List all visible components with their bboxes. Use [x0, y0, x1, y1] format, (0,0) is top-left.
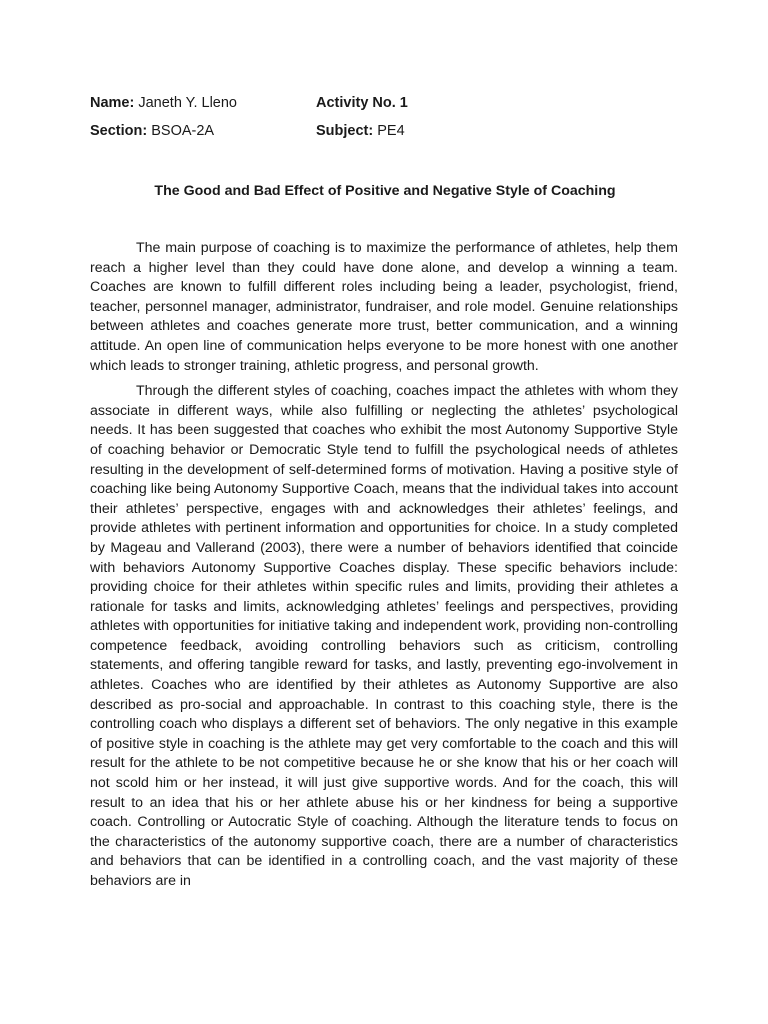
paragraph: Through the different styles of coaching, coaches impact the athletes with whom they associate in different ways, while also fulfilling or neglecting the athletes’ psychological needs. It has been suggested that coaches who exhibit the most Autonomy Supportive Style of coaching behavior or Democratic Style tend to fulfill the psychological needs of athletes resulting in the development of self-determined forms of motivation. Having a positive style of coaching like being Autonomy Supportive Coach, means that the individual takes into account their athletes’ perspective, engages with and acknowledges their athletes’ feelings, and provide athletes with pertinent information and opportunities for choice. In a study completed by Mageau and Vallerand (2003), there were a number of behaviors identified that coincide with behaviors Autonomy Supportive Coaches display. These specific behaviors include: providing choice for their athletes within specific rules and limits, providing their athletes a rationale for tasks and limits, acknowledging athletes’ feelings and perspectives, providing athletes with opportunities for initiative taking and independent work, providing non-controlling competence feedback, avoiding controlling behaviors such as criticism, controlling statements, and offering tangible reward for tasks, and lastly, preventing ego-involvement in athletes. Coaches who are identified by their athletes as Autonomy Supportive are also described as pro-social and approachable. In contrast to this coaching style, there is the controlling coach who displays a different set of behaviors. The only negative in this example of positive style in coaching is the athlete may get very comfortable to the coach and this will result for the athlete to be not competitive because he or she know that his or her coach will not scold him or her instead, it will just give supportive words. And for the coach, this will result to an idea that his or her athlete abuse his or her kindness for being a supportive coach. Controlling or Autocratic Style of coaching. Although the literature tends to focus on the characteristics of the autonomy supportive coach, there are a number of characteristics and behaviors that can be identified in a controlling coach, and the vast majority of these behaviors are in — [90, 383, 678, 889]
subject-label: Subject: — [316, 123, 374, 139]
paragraph: The main purpose of coaching is to maximize the performance of athletes, help them reach a higher level than they could have done alone, and develop a winning a team. Coaches are known to fulfill different roles including being a leader, psychologist, friend, teacher, personnel manager, administrator, fundraiser, and role model. Genuine relationships between athletes and coaches generate more trust, better communication, and a winning attitude. An open line of communication helps everyone to be more honest with one another which leads to stronger training, athletic progress, and personal growth. — [90, 240, 678, 374]
document-header — [90, 93, 690, 149]
name-value: Janeth Y. Lleno — [134, 95, 237, 111]
header-row-section — [90, 121, 690, 149]
name-field — [90, 93, 237, 113]
activity-field — [316, 93, 408, 113]
subject-field — [316, 121, 405, 141]
subject-value: PE4 — [373, 123, 405, 139]
header-row-name — [90, 93, 690, 121]
section-label: Section: — [90, 123, 148, 139]
document-title: The Good and Bad Effect of Positive and Negative Style of Coaching — [154, 183, 616, 199]
name-label: Name: — [90, 95, 135, 111]
activity-label: Activity No. 1 — [316, 95, 408, 111]
document-body — [90, 239, 678, 898]
section-value: BSOA-2A — [147, 123, 215, 139]
section-field — [90, 121, 214, 141]
